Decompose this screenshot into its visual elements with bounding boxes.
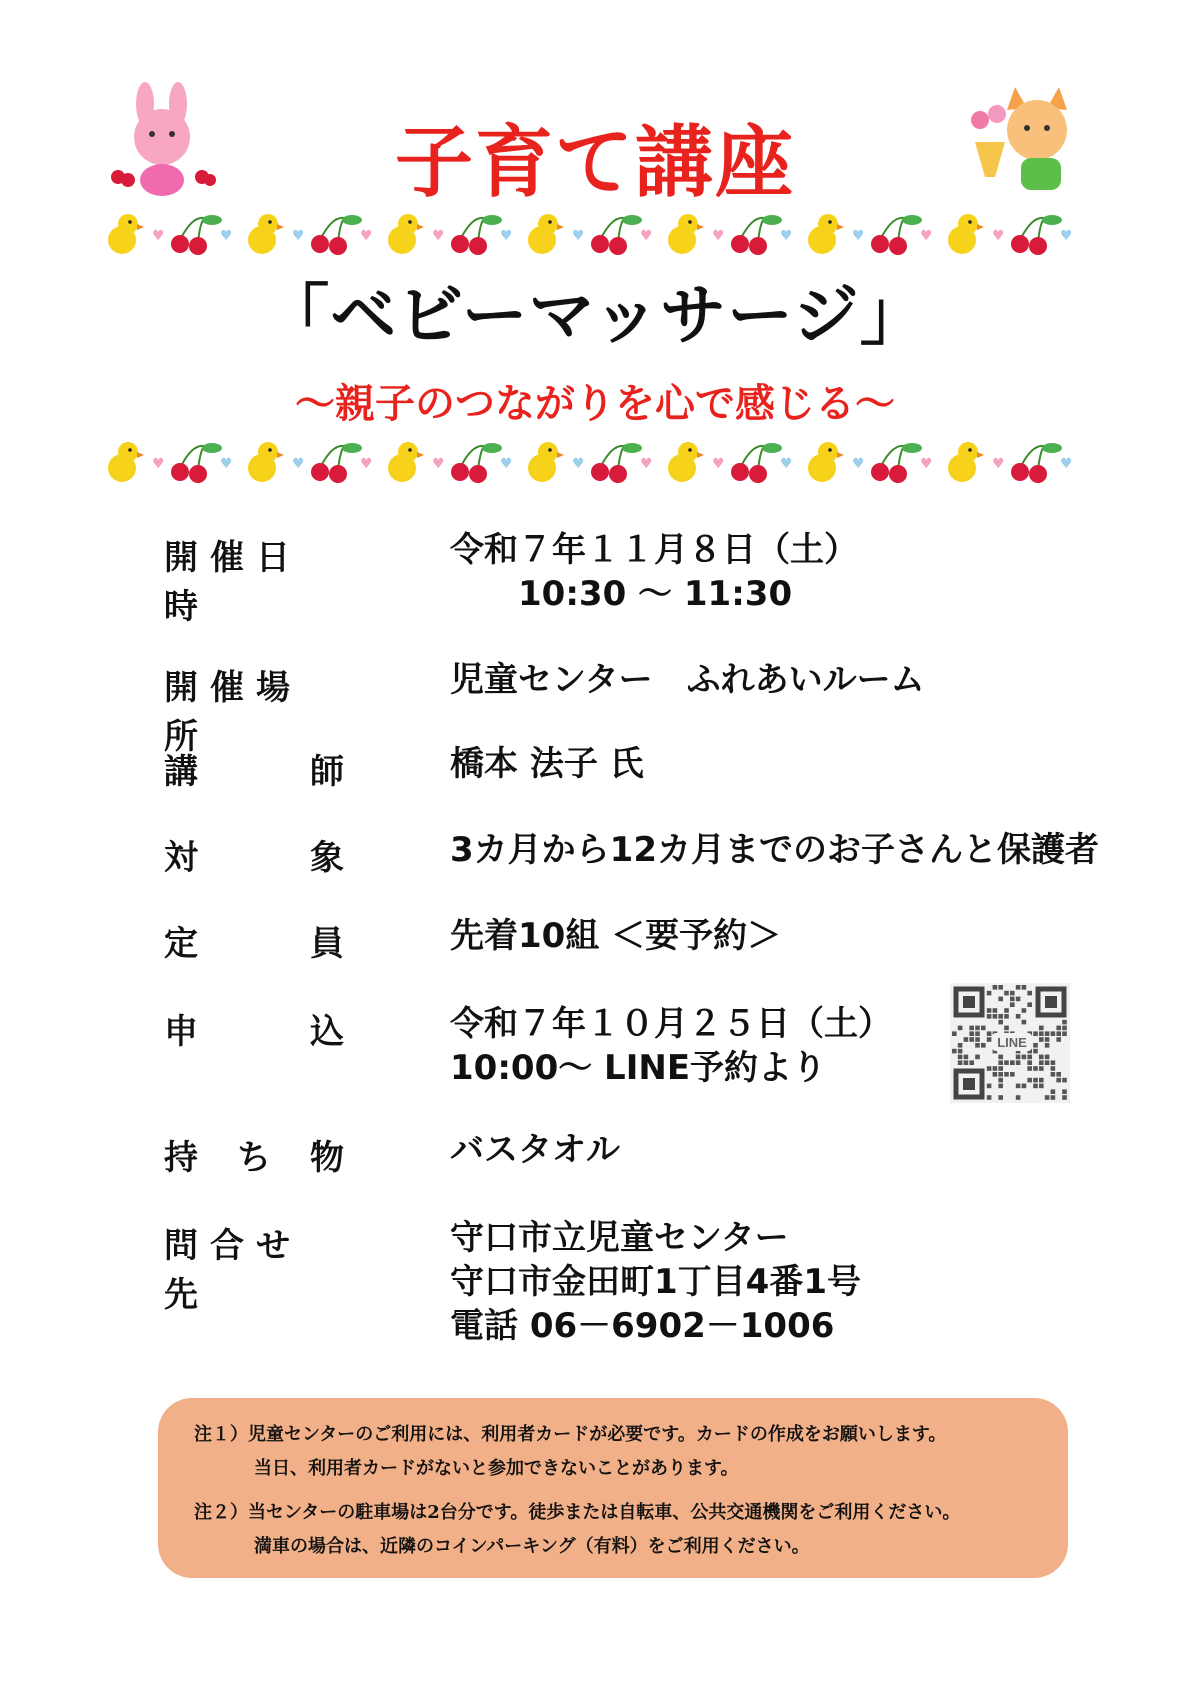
chick-icon: [248, 214, 284, 254]
note-1: [194, 1418, 946, 1486]
chick-icon: [108, 214, 144, 254]
label-char: 講: [164, 752, 198, 792]
cherry-icon: [1011, 215, 1062, 255]
label-char: 員: [310, 924, 344, 964]
chick-icon: [948, 442, 984, 482]
heart-icon: ♥: [1060, 228, 1073, 244]
heart-icon: ♥: [432, 228, 445, 244]
cherry-icon: [591, 443, 642, 483]
heart-icon: ♥: [432, 456, 445, 472]
detail-value-contact: 守口市立児童センター 守口市金田町1丁目4番1号 電話 06－6902－1006: [450, 1218, 861, 1346]
decorative-border-top: [100, 206, 1090, 262]
heart-icon: ♥: [220, 456, 233, 472]
cherry-icon: [451, 443, 502, 483]
course-name: 「ベビーマッサージ」: [263, 277, 927, 354]
chick-icon: [948, 214, 984, 254]
heart-icon: ♥: [152, 228, 165, 244]
label-char: 師: [310, 752, 344, 792]
heart-icon: ♥: [712, 228, 725, 244]
heart-icon: ♥: [780, 456, 793, 472]
cherry-icon: [171, 443, 222, 483]
detail-value-venue: 児童センター ふれあいルーム: [450, 660, 925, 700]
heart-icon: ♥: [640, 228, 653, 244]
line-qr-code[interactable]: [950, 983, 1070, 1103]
heart-icon: ♥: [500, 456, 513, 472]
detail-value-capacity: 先着10組 ＜要予約＞: [450, 916, 782, 956]
heart-icon: ♥: [500, 228, 513, 244]
chick-icon: [668, 214, 704, 254]
cherry-icon: [871, 215, 922, 255]
heart-icon: ♥: [572, 456, 585, 472]
heart-icon: ♥: [852, 228, 865, 244]
chick-icon: [108, 442, 144, 482]
heart-icon: ♥: [640, 456, 653, 472]
chick-icon: [808, 442, 844, 482]
heart-icon: ♥: [220, 228, 233, 244]
note-1-line-1: 注１）児童センターのご利用には、利用者カードが必要です。カードの作成をお願いします。: [194, 1424, 947, 1445]
cherry-icon: [591, 215, 642, 255]
heart-icon: ♥: [1060, 456, 1073, 472]
qr-caption: LINE: [997, 1035, 1027, 1050]
heart-icon: ♥: [360, 456, 373, 472]
heart-icon: ♥: [920, 228, 933, 244]
detail-label-instructor: [164, 744, 344, 793]
label-char: ち: [237, 1138, 271, 1178]
detail-value-application: 令和７年１０月２５日（土） 10:00～ LINE予約より: [450, 1004, 892, 1088]
detail-label-belongings: [164, 1130, 344, 1179]
chick-icon: [248, 442, 284, 482]
note-2: [194, 1496, 960, 1564]
heart-icon: ♥: [360, 228, 373, 244]
chick-icon: [528, 214, 564, 254]
detail-value-belongings: バスタオル: [450, 1130, 620, 1170]
heart-icon: ♥: [292, 456, 305, 472]
note-2-line-1: 注２）当センターの駐車場は2台分です。徒歩または自転車、公共交通機関をご利用ください。: [194, 1502, 961, 1523]
page-title: 子育て講座: [394, 118, 795, 208]
heart-icon: ♥: [992, 456, 1005, 472]
chick-icon: [668, 442, 704, 482]
label-char: 対: [164, 838, 198, 878]
heart-icon: ♥: [992, 228, 1005, 244]
detail-label-venue: 開催場所: [164, 668, 302, 757]
heart-icon: ♥: [152, 456, 165, 472]
heart-icon: ♥: [780, 228, 793, 244]
note-2-line-2: 満車の場合は、近隣のコインパーキング（有料）をご利用ください。: [254, 1536, 810, 1557]
detail-value-instructor: 橋本 法子 氏: [450, 744, 644, 784]
chick-icon: [388, 214, 424, 254]
cherry-icon: [1011, 443, 1062, 483]
chick-icon: [528, 442, 564, 482]
cherry-icon: [311, 215, 362, 255]
course-tagline: ～親子のつながりを心で感じる～: [295, 381, 895, 427]
detail-label-target: [164, 830, 344, 879]
heart-icon: ♥: [572, 228, 585, 244]
detail-value-target: 3カ月から12カ月までのお子さんと保護者: [450, 830, 1099, 870]
label-char: 込: [310, 1012, 344, 1052]
cherry-icon: [871, 443, 922, 483]
chick-icon: [808, 214, 844, 254]
cherry-icon: [731, 215, 782, 255]
cherry-icon: [171, 215, 222, 255]
detail-label-application: [164, 1004, 344, 1053]
chick-icon: [388, 442, 424, 482]
note-1-line-2: 当日、利用者カードがないと参加できないことがあります。: [254, 1458, 739, 1479]
cherry-icon: [311, 443, 362, 483]
detail-label-capacity: [164, 916, 344, 965]
heart-icon: ♥: [852, 456, 865, 472]
label-char: 定: [164, 924, 198, 964]
cherry-icon: [451, 215, 502, 255]
label-char: 物: [310, 1138, 344, 1178]
detail-value-date: 令和７年１１月８日（土） 10:30 ～ 11:30: [450, 530, 858, 614]
heart-icon: ♥: [292, 228, 305, 244]
detail-label-contact: 問合せ先: [164, 1226, 302, 1315]
label-char: 象: [310, 838, 344, 878]
label-char: 持: [164, 1138, 198, 1178]
decorative-border-bottom: [100, 434, 1090, 490]
heart-icon: ♥: [920, 456, 933, 472]
label-char: 申: [164, 1012, 198, 1052]
heart-icon: ♥: [712, 456, 725, 472]
cherry-icon: [731, 443, 782, 483]
detail-label-date: 開催日時: [164, 538, 302, 627]
